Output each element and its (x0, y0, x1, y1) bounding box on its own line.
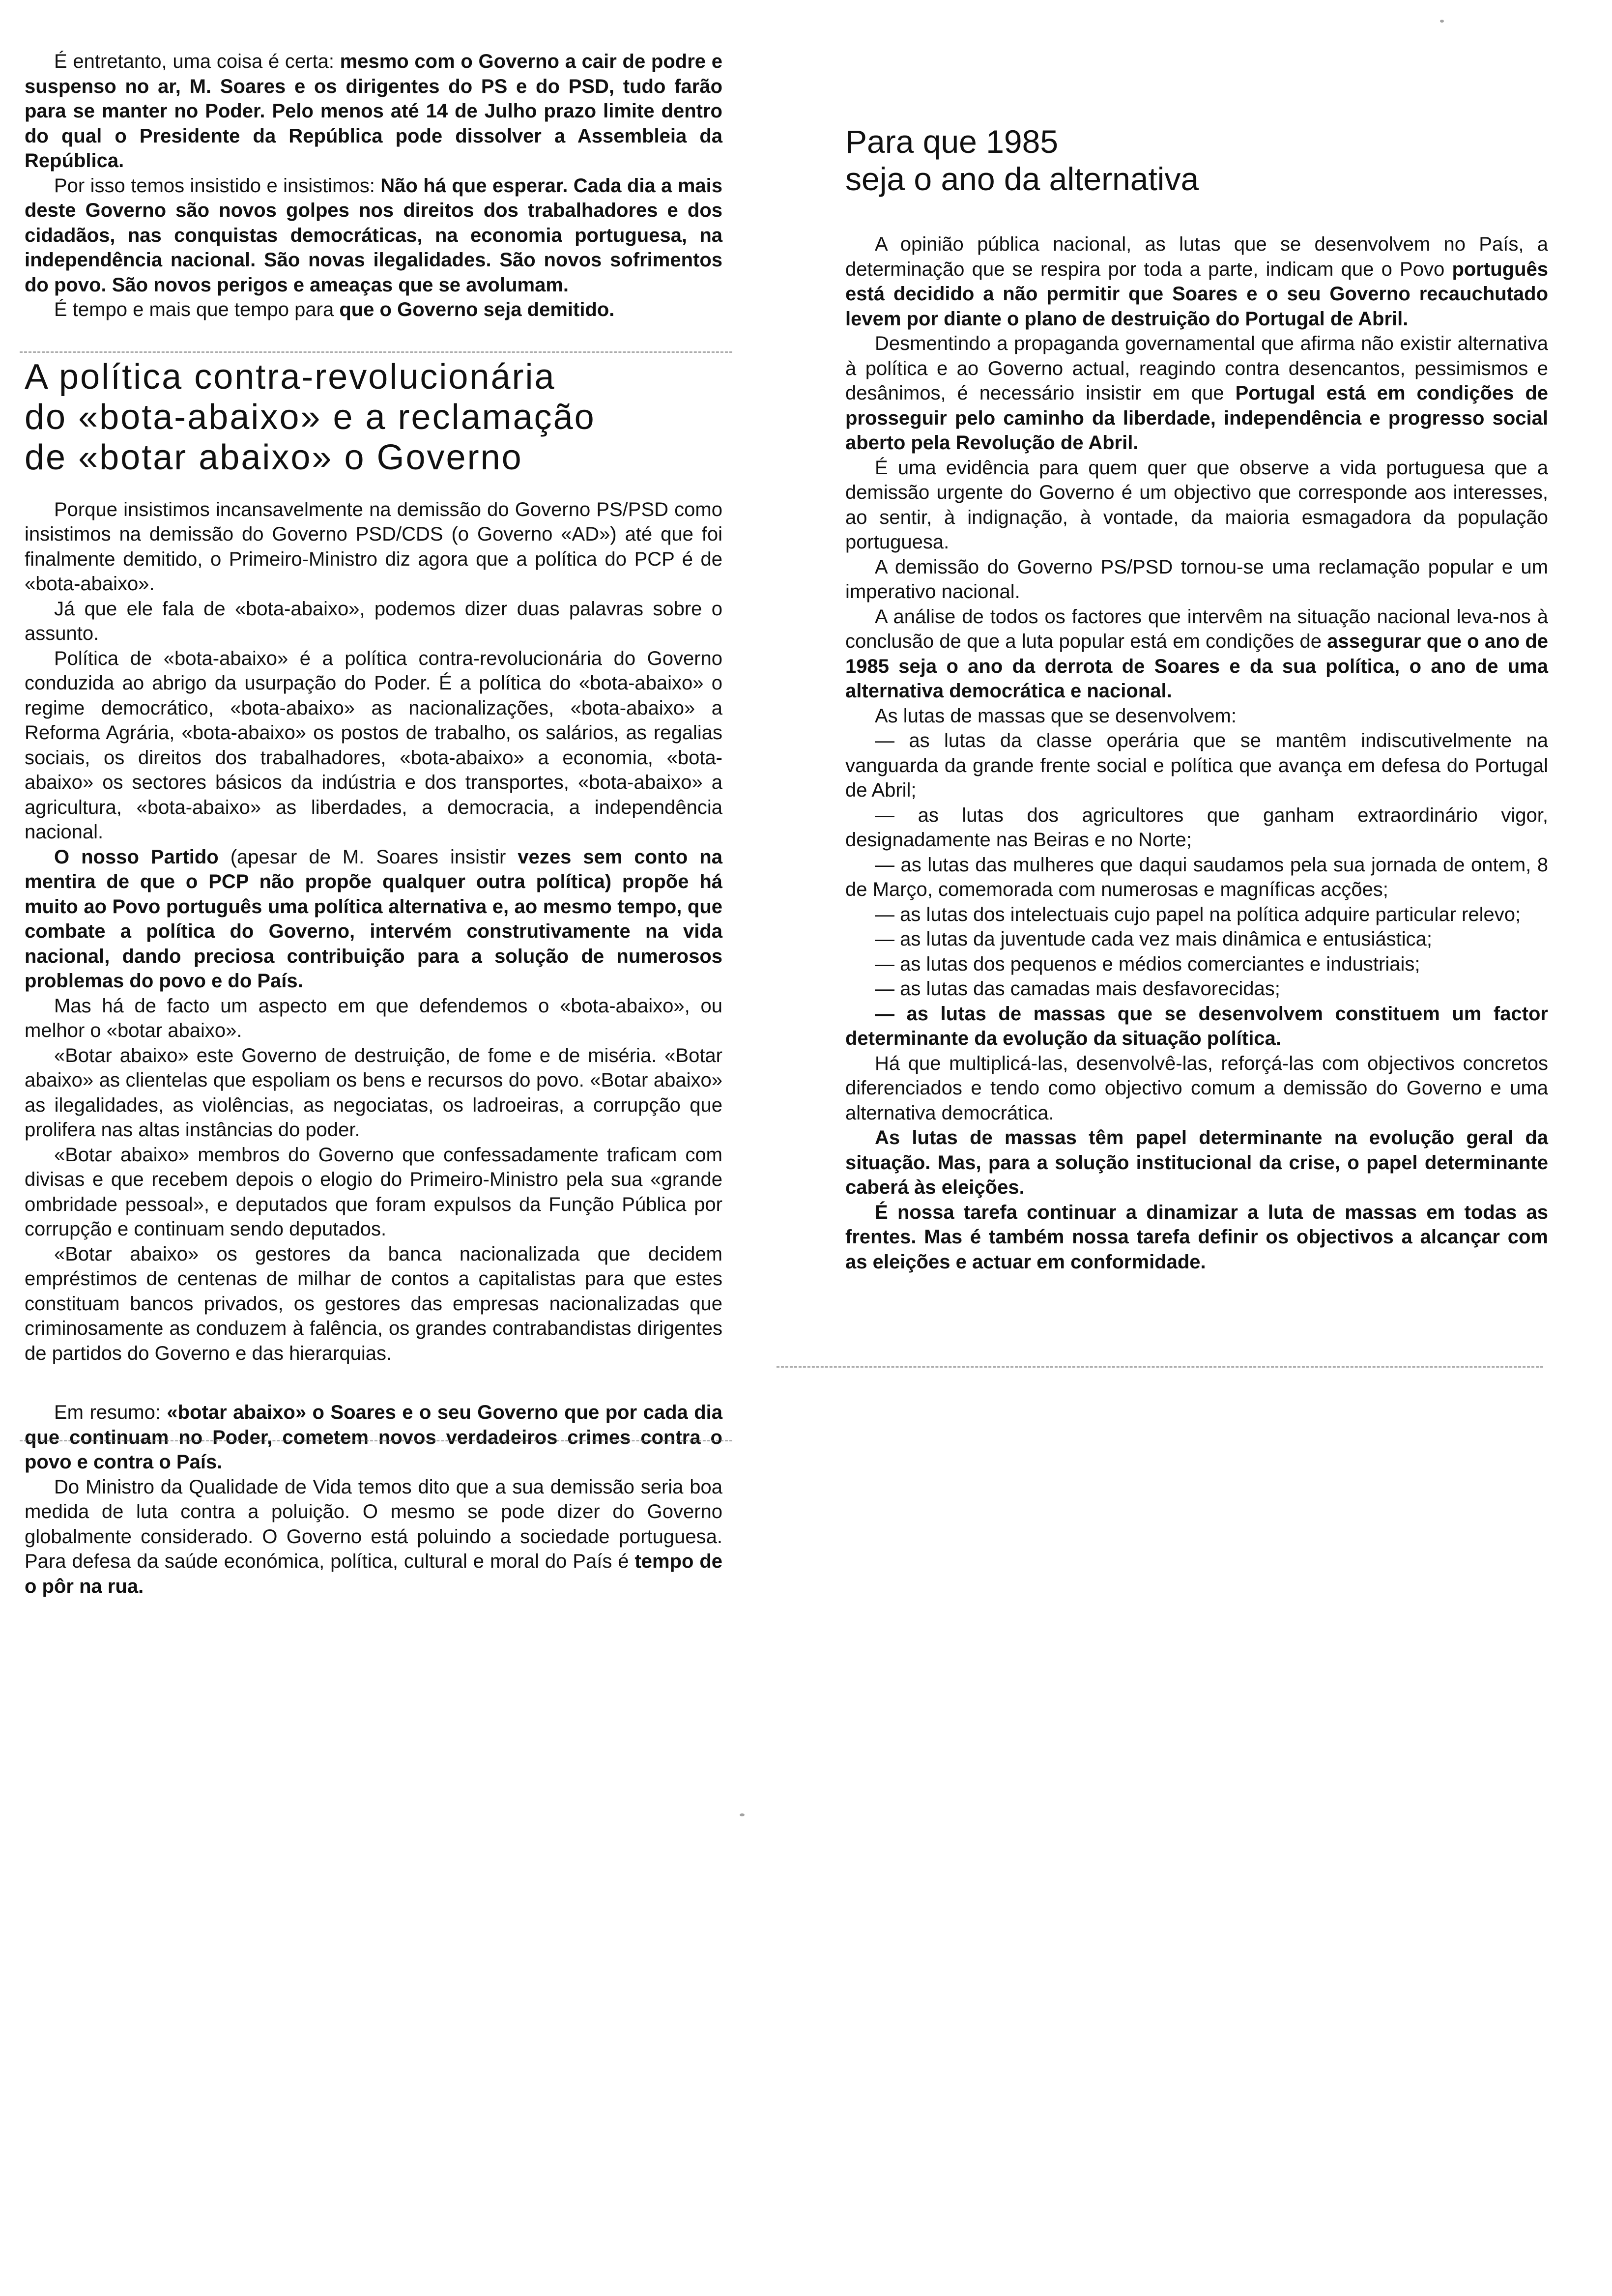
scan-rule (20, 351, 732, 353)
closing-paragraph (845, 1200, 1548, 1275)
text-run: «Botar abaixo» este Governo de destruição, de fome e de miséria. «Botar abaixo» as clientelas que espoliam os bens e recursos do povo. «Botar abaixo» as ilegalidades, as violências, as negociatas, os ladroeiras, a corrupção que prolifera nas altas instâncias do poder. (25, 1044, 722, 1141)
bold-text: «botar abaixo» o Soares e o seu Governo que por cada dia que continuam no Poder, cometem novos verdadeiros crimes contra o povo e contra o País. (25, 1402, 723, 1473)
text-run: Porque insistimos incansavelmente na demissão do Governo PS/PSD como insistimos na demissão do Governo PSD/CDS (o Governo «AD») até que foi finalmente demitido, o Primeiro-Ministro diz agora que a política do PCP é de «bota-abaixo». (25, 498, 722, 595)
text-run: Há que multiplicá-las, desenvolvê-las, reforçá-las com objectivos concretos diferenciados e tendo como objectivo comum a demissão do Governo e uma alternativa democrática. (845, 1052, 1548, 1124)
intro-section (25, 49, 722, 322)
headline-line-1: A política contra-revolucionária (25, 357, 556, 397)
text-run: «Botar abaixo» membros do Governo que confessadamente traficam com divisas e que recebem depois o elogio do Primeiro-Ministro pela sua «grande ombridade pessoal», e deputados que foram expulsos da Função Pública por corrupção e continuam sendo deputados. (25, 1144, 722, 1240)
bold-text: mesmo com o Governo a cair de podre e suspenso no ar, M. Soares e os dirigentes do PS e do PSD, tudo farão para se manter no Poder. Pelo menos até 14 de Julho prazo limite dentro do qual o Presidente da República pode dissolver a Assembleia da República. (25, 51, 722, 172)
body-paragraph (25, 1143, 722, 1242)
scan-speck (740, 1813, 745, 1816)
text-run: A demissão do Governo PS/PSD tornou-se uma reclamação popular e um imperativo nacional. (845, 556, 1548, 603)
bullet-item (845, 952, 1548, 977)
body-paragraph (25, 1242, 722, 1366)
right-body-paragraph (845, 604, 1548, 704)
text-run: Do Ministro da Qualidade de Vida temos dito que a sua demissão seria boa medida de luta contra a poluição. O mesmo se pode dizer do Governo globalmente considerado. O Governo está poluindo a sociedade portuguesa. Para defesa da saúde económica, política, cultural e moral do País é (25, 1476, 722, 1572)
left-column (25, 49, 722, 1599)
summary-paragraph (25, 1400, 722, 1475)
text-run: Em resumo: (54, 1402, 167, 1423)
scan-rule (20, 1440, 732, 1441)
text-run: É tempo e mais que tempo para (54, 299, 340, 320)
summary-section (25, 1400, 722, 1599)
right-body-paragraph (845, 704, 1548, 729)
bullet-item (845, 976, 1548, 1002)
text-run: É entretanto, uma coisa é certa: (54, 51, 340, 72)
closing-paragraph (845, 1051, 1548, 1126)
bold-text: vezes sem conto na mentira de que o PCP não propõe qualquer outra política) propõe há muito ao Povo português uma política alternativa e, ao mesmo tempo, que combate a política do Governo, intervém construtivamente na vida nacional, dando preciosa contribuição para a solução de numerosos problemas do povo e do País. (25, 846, 722, 992)
left-headline (25, 357, 722, 478)
bold-text: Portugal está em condições de prosseguir pelo caminho da liberdade, independência e progresso social aberto pela Revolução de Abril. (845, 382, 1549, 454)
text-run: «Botar abaixo» os gestores da banca nacionalizada que decidem empréstimos de centenas de milhar de contos a capitalistas para que estes constituam bancos privados, os gestores das empresas nacionalizadas que criminosamente as conduzem à falência, os grandes contrabandistas dirigentes de partidos do Governo e das hierarquias. (25, 1243, 722, 1364)
right-body-paragraph (845, 331, 1548, 456)
bullet-item (845, 902, 1548, 927)
scan-rule (777, 1366, 1543, 1368)
text-run: — as lutas das camadas mais desfavorecidas; (875, 978, 1280, 1000)
bold-text: Não há que esperar. Cada dia a mais deste Governo são novos golpes nos direitos dos trabalhadores e dos cidadãos, nas conquistas democráticas, na economia portuguesa, na independência nacional. São novas ilegalidades. São novos sofrimentos do povo. São novos perigos e ameaças que se avolumam. (25, 174, 722, 296)
right-body-paragraph (845, 555, 1548, 604)
text-run: — as lutas dos pequenos e médios comerciantes e industriais; (875, 953, 1420, 975)
text-run: — as lutas da classe operária que se mantêm indiscutivelmente na vanguarda da grande frente social e política que avança em defesa do Portugal de Abril; (845, 730, 1548, 801)
bold-text: As lutas de massas têm papel determinante na evolução geral da situação. Mas, para a solução institucional da crise, o papel determinante caberá às eleições. (845, 1127, 1548, 1198)
body-paragraph (25, 597, 722, 646)
bold-text: português está decidido a não permitir que Soares e o seu Governo recauchutado levem por diante o plano de destruição do Portugal de Abril. (845, 258, 1548, 330)
text-run: — as lutas das mulheres que daqui saudamos pela sua jornada de ontem, 8 de Março, comemorada com numerosas e magníficas acções; (845, 854, 1548, 900)
closing-paragraph (845, 1125, 1548, 1200)
body-paragraph (25, 646, 722, 845)
right-headline-line-2: seja o ano da alternativa (845, 161, 1199, 197)
right-headline (845, 123, 1548, 198)
intro-paragraph (25, 173, 722, 298)
right-body (845, 232, 1548, 728)
intro-paragraph (25, 297, 722, 322)
bullet-item (845, 853, 1548, 902)
body-paragraph (25, 497, 722, 597)
text-run: Mas há de facto um aspecto em que defendemos o «bota-abaixo», ou melhor o «botar abaixo». (25, 995, 722, 1041)
right-body-paragraph (845, 456, 1548, 555)
text-run: Por isso temos insistido e insistimos: (54, 174, 381, 197)
summary-paragraph (25, 1475, 722, 1599)
bold-text: que o Governo seja demitido. (339, 299, 615, 320)
bold-text: tempo de o pôr na rua. (25, 1550, 722, 1597)
intro-paragraph (25, 49, 722, 173)
bold-text: É nossa tarefa continuar a dinamizar a luta de massas em todas as frentes. Mas é também nossa tarefa definir os objectivos a alcançar com as eleições e actuar em conformidade. (845, 1201, 1548, 1273)
text-run: A opinião pública nacional, as lutas que se desenvolvem no País, a determinação que se respira por toda a parte, indicam que o Povo (845, 233, 1548, 280)
text-run: — as lutas da juventude cada vez mais dinâmica e entusiástica; (875, 928, 1432, 950)
bold-text: O nosso Partido (54, 846, 230, 868)
bullet-item (845, 803, 1548, 853)
headline-line-2: do «bota-abaixo» e a reclamação (25, 397, 596, 437)
scan-speck (1440, 20, 1444, 23)
text-run: Política de «bota-abaixo» é a política contra-revolucionária do Governo conduzida ao abrigo da usurpação do Poder. É a política do «bota-abaixo» o regime democrático, «bota-abaixo» as nacionalizações, «bota-abaixo» a Reforma Agrária, «bota-abaixo» os postos de trabalho, os salários, as regalias sociais, os direitos dos trabalhadores, «bota-abaixo» a economia, «bota-abaixo» os sectores básicos da indústria e dos transportes, «bota-abaixo» a agricultura, «bota-abaixo» as liberdades, a democracia, a independência nacional. (25, 647, 722, 843)
body-paragraph (25, 1043, 722, 1143)
headline-line-3: de «botar abaixo» o Governo (25, 437, 523, 477)
left-body (25, 497, 722, 1366)
text-run: (apesar de M. Soares insistir (230, 846, 518, 868)
text-run: As lutas de massas que se desenvolvem: (875, 705, 1237, 727)
right-headline-line-1: Para que 1985 (845, 123, 1059, 160)
text-run: Já que ele fala de «bota-abaixo», podemos dizer duas palavras sobre o assunto. (25, 598, 722, 644)
bullet-item (845, 1002, 1548, 1051)
text-run: — as lutas dos intelectuais cujo papel na política adquire particular relevo; (875, 903, 1521, 925)
section-divider (25, 1366, 722, 1400)
bold-text: assegurar que o ano de 1985 seja o ano da derrota de Soares e da sua política, o ano de uma alternativa democrática e nacional. (845, 631, 1548, 702)
bullet-item (845, 927, 1548, 952)
text-run: Desmentindo a propaganda governamental que afirma não existir alternativa à política e ao Governo actual, reagindo contra desencantos, pessimismos e desânimos, é necessário insistir em que (845, 333, 1548, 404)
right-body-paragraph (845, 232, 1548, 331)
closing-section (845, 1051, 1548, 1275)
text-run: A análise de todos os factores que intervêm na situação nacional leva-nos à conclusão de que a luta popular está em condições de (845, 605, 1548, 652)
bullet-item (845, 728, 1548, 803)
body-paragraph (25, 845, 722, 994)
right-column (845, 123, 1548, 1274)
bold-text: — as lutas de massas que se desenvolvem constituem um factor determinante da evolução da situação política. (845, 1003, 1548, 1049)
bullet-list (845, 728, 1548, 1051)
text-run: É uma evidência para quem quer que observe a vida portuguesa que a demissão urgente do Governo é um objectivo que corresponde aos interesses, ao sentir, à indignação, à vontade, da maioria esmagadora da população portuguesa. (845, 457, 1548, 553)
body-paragraph (25, 994, 722, 1043)
text-run: — as lutas dos agricultores que ganham extraordinário vigor, designadamente nas Beiras e no Norte; (845, 804, 1548, 851)
